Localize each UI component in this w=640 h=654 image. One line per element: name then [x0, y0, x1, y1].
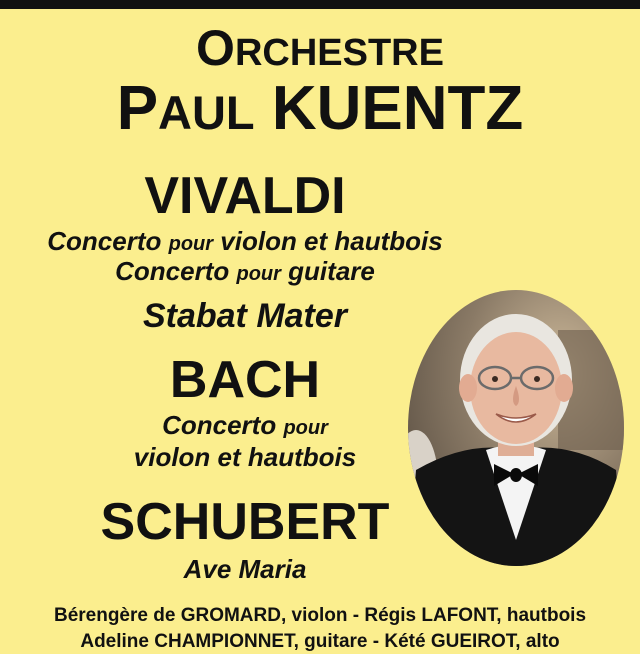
credits-line-1: Bérengère de GROMARD, violon - Régis LAFONT, hautbois [53, 605, 587, 626]
title-paul-kuentz: PAUL KUENTZ [116, 74, 524, 143]
vivaldi-work-1: Concerto pour violon et hautbois [47, 226, 443, 256]
bach-work-1-line-2: violon et hautbois [133, 442, 357, 472]
vivaldi-work-2: Concerto pour guitare [115, 256, 375, 286]
conductor-portrait [408, 290, 624, 566]
composer-bach: BACH [169, 351, 321, 409]
title-orchestre: ORCHESTRE [196, 20, 444, 76]
schubert-work-1: Ave Maria [183, 554, 307, 584]
vivaldi-work-3: Stabat Mater [142, 297, 348, 335]
credits-line-2: Adeline CHAMPIONNET, guitare - Kété GUEIROT, alto [80, 631, 560, 652]
composer-schubert: SCHUBERT [100, 493, 390, 551]
bach-work-1-line-1: Concerto pour [162, 410, 328, 440]
composer-vivaldi: VIVALDI [144, 167, 346, 225]
conductor-portrait-photo [408, 290, 624, 566]
top-bar [0, 0, 640, 9]
